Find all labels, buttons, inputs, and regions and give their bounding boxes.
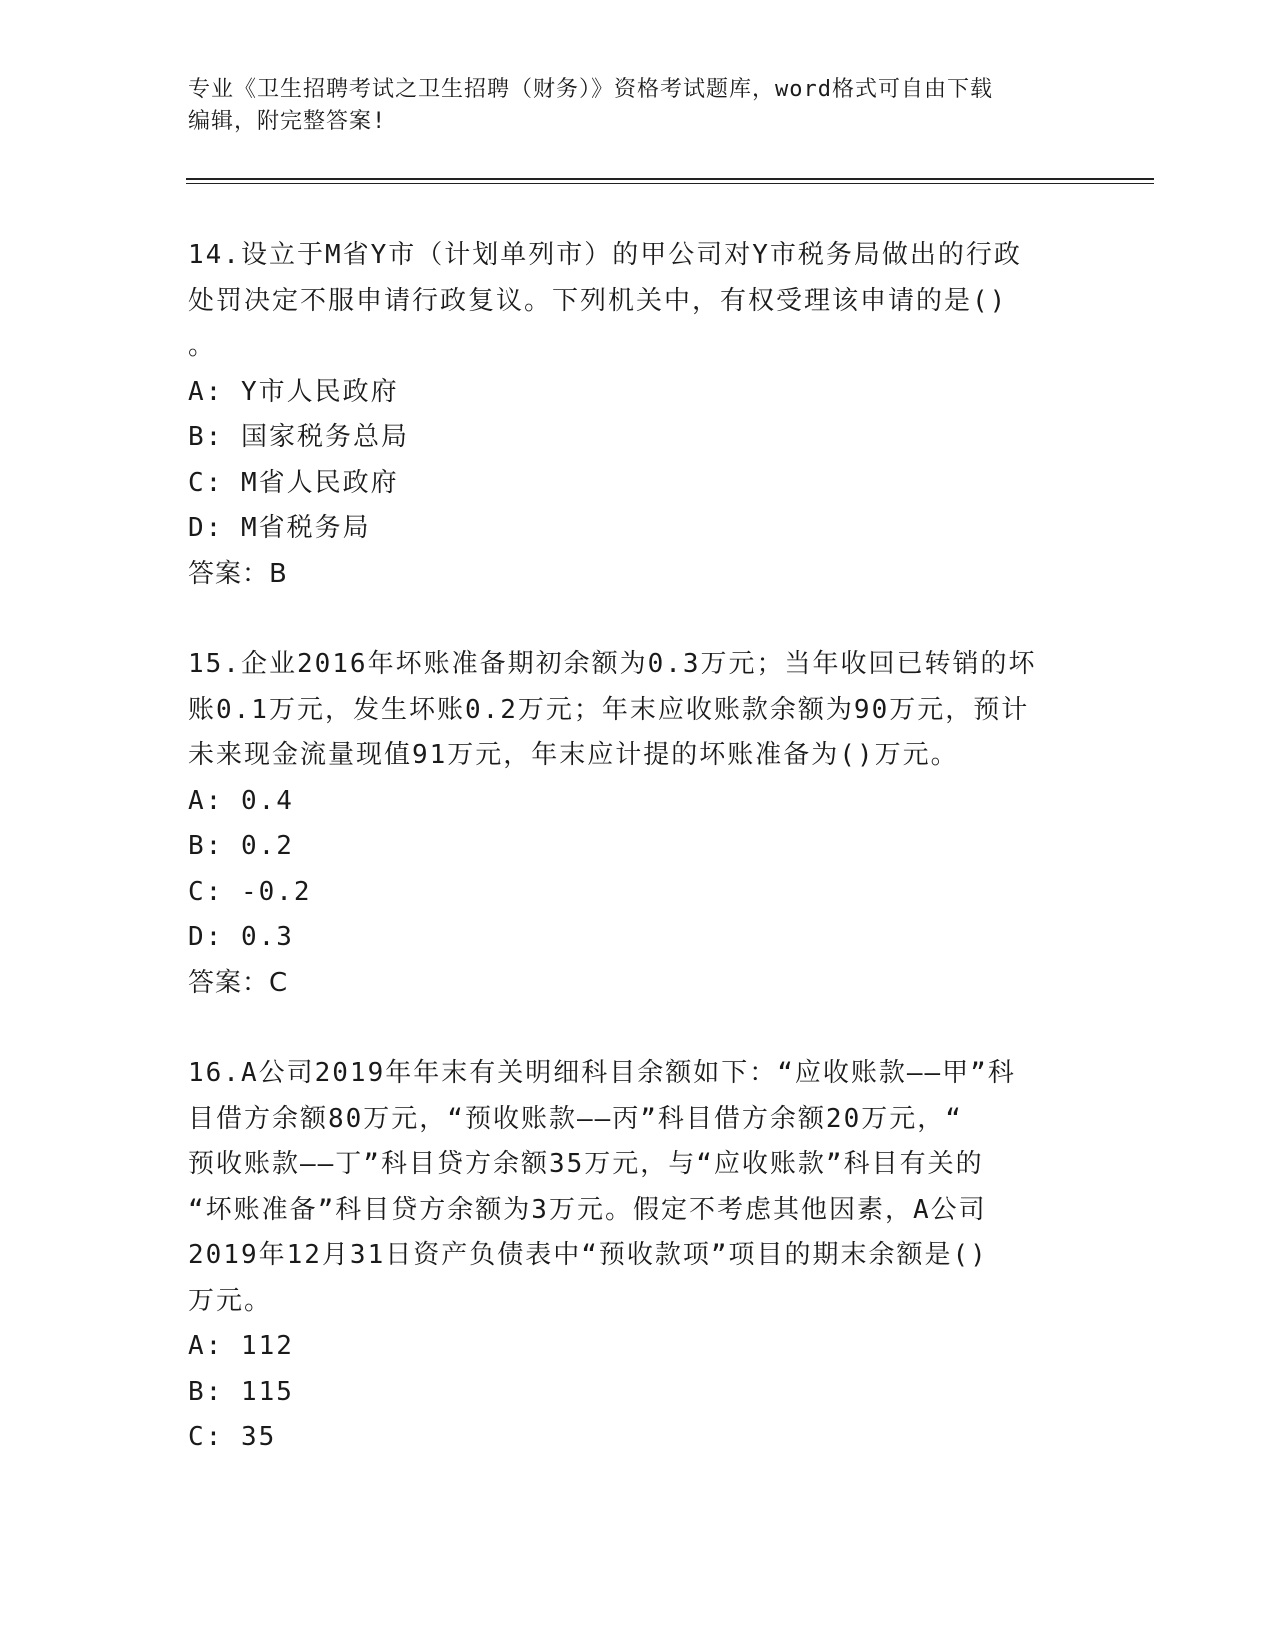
- option-d: D: M省税务局: [188, 513, 371, 543]
- question-stem-line: 14.设立于M省Y市（计划单列市）的甲公司对Y市税务局做出的行政: [188, 240, 1022, 270]
- option-c: C: M省人民政府: [188, 467, 399, 498]
- question-list: [188, 233, 1088, 1461]
- option-b: B: 国家税务总局: [188, 422, 409, 452]
- question-stem-line: 。: [188, 331, 217, 361]
- question-stem-line: 处罚决定不服申请行政复议。下列机关中，有权受理该申请的是(): [188, 285, 1008, 316]
- option-d: D: 0.3: [188, 922, 294, 952]
- question-stem-line: 未来现金流量现值91万元，年末应计提的坏账准备为()万元。: [188, 740, 959, 770]
- option-a: A: 0.4: [188, 785, 294, 816]
- option-c: C: 35: [188, 1422, 277, 1452]
- question-16: [188, 1051, 1088, 1461]
- question-stem-line: 预收账款——丁”科目贷方余额35万元，与“应收账款”科目有关的: [188, 1149, 984, 1179]
- spacer: [188, 1006, 1088, 1051]
- question-14: [188, 233, 1088, 597]
- header-line-1: 专业《卫生招聘考试之卫生招聘（财务）》资格考试题库，word格式可自由下载: [188, 77, 993, 102]
- option-a: A: 112: [188, 1331, 294, 1361]
- question-15: [188, 642, 1088, 1006]
- document-header: [188, 74, 1088, 138]
- spacer: [188, 597, 1088, 642]
- header-line-2: 编辑，附完整答案!: [188, 109, 387, 134]
- option-b: B: 115: [188, 1376, 294, 1407]
- header-divider-thick: [186, 178, 1154, 180]
- answer-label: 答案：C: [188, 967, 289, 998]
- question-stem-line: 目借方余额80万元，“预收账款——丙”科目借方余额20万元，“: [188, 1103, 963, 1134]
- answer-label: 答案：B: [188, 558, 288, 589]
- option-b: B: 0.2: [188, 831, 294, 861]
- question-stem-line: 万元。: [188, 1285, 273, 1316]
- option-c: C: -0.2: [188, 876, 312, 907]
- question-stem-line: 15.企业2016年坏账准备期初余额为0.3万元；当年收回已转销的坏: [188, 649, 1037, 679]
- question-stem-line: “坏账准备”科目贷方余额为3万元。假定不考虑其他因素，A公司: [188, 1194, 987, 1225]
- question-stem-line: 账0.1万元，发生坏账0.2万元；年末应收账款余额为90万元，预计: [188, 694, 1030, 725]
- option-a: A: Y市人民政府: [188, 376, 399, 407]
- question-stem-line: 2019年12月31日资产负债表中“预收款项”项目的期末余额是(): [188, 1240, 988, 1270]
- question-stem-line: 16.A公司2019年年末有关明细科目余额如下：“应收账款——甲”科: [188, 1058, 1016, 1088]
- header-divider-thin: [186, 183, 1154, 184]
